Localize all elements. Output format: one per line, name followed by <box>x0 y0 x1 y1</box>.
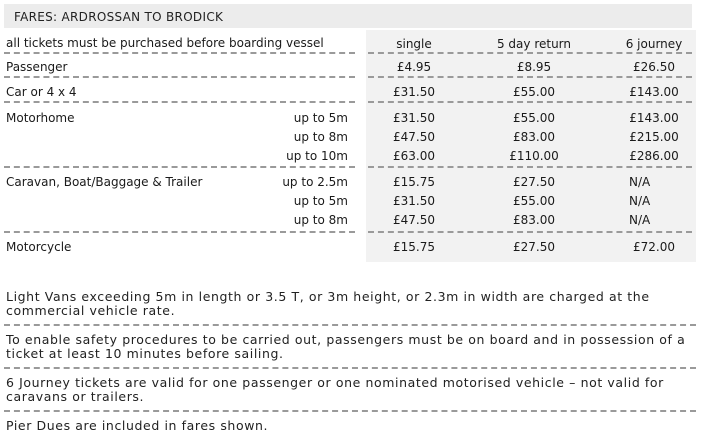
note-pier-dues: Pier Dues are included in fares shown. <box>6 418 269 433</box>
row-separator <box>4 166 355 168</box>
fare-6-journey: £215.00 <box>629 130 679 144</box>
row-separator <box>4 76 355 78</box>
fare-6-journey: £72.00 <box>633 240 675 254</box>
fare-6-journey: £26.50 <box>633 60 675 74</box>
row-label-passenger: Passenger <box>6 60 68 74</box>
purchase-note: all tickets must be purchased before boarding vessel <box>6 36 324 50</box>
note-separator <box>4 324 696 326</box>
fare-6-journey: N/A <box>629 213 651 227</box>
fare-single: £4.95 <box>396 60 432 74</box>
row-separator <box>4 231 355 233</box>
fare-5-day-return: £83.00 <box>513 213 555 227</box>
note-safety: To enable safety procedures to be carried out, passengers must be on board and in possession of a ticket at least 10 minutes before sailing. <box>6 332 686 361</box>
fares-table <box>4 30 692 262</box>
fare-single: £31.50 <box>393 85 435 99</box>
fares-title: FARES: ARDROSSAN TO BRODICK <box>14 10 224 24</box>
fare-single: £15.75 <box>393 175 435 189</box>
fare-single: £63.00 <box>393 149 435 163</box>
row-size-limit: up to 8m <box>293 130 348 144</box>
row-size-limit: up to 10m <box>286 149 348 163</box>
row-separator <box>368 52 692 54</box>
fare-single: £15.75 <box>393 240 435 254</box>
row-label-car: Car or 4 x 4 <box>6 85 77 99</box>
row-separator <box>4 52 355 54</box>
fare-5-day-return: £83.00 <box>513 130 555 144</box>
note-separator <box>4 410 696 412</box>
row-label-motorcycle: Motorcycle <box>6 240 72 254</box>
note-6-journey: 6 Journey tickets are valid for one passenger or one nominated motorised vehicle – not valid for caravans or trailers. <box>6 375 664 404</box>
row-size-limit: up to 5m <box>293 111 348 125</box>
fare-5-day-return: £110.00 <box>509 149 559 163</box>
row-separator <box>4 101 355 103</box>
fare-5-day-return: £55.00 <box>513 111 555 125</box>
fare-single: £47.50 <box>393 213 435 227</box>
fare-single: £47.50 <box>393 130 435 144</box>
row-size-limit: up to 2.5m <box>282 175 348 189</box>
row-separator <box>368 231 692 233</box>
fare-6-journey: N/A <box>629 175 651 189</box>
fare-6-journey: £143.00 <box>629 111 679 125</box>
fare-5-day-return: £55.00 <box>513 194 555 208</box>
fare-6-journey: £143.00 <box>629 85 679 99</box>
fare-single: £31.50 <box>393 194 435 208</box>
fare-5-day-return: £27.50 <box>513 175 555 189</box>
fare-5-day-return: £55.00 <box>513 85 555 99</box>
note-light-vans: Light Vans exceeding 5m in length or 3.5 T, or 3m height, or 2.3m in width are charged at the commercial vehicle rate. <box>6 289 650 318</box>
row-size-limit: up to 5m <box>293 194 348 208</box>
row-size-limit: up to 8m <box>293 213 348 227</box>
fare-5-day-return: £27.50 <box>513 240 555 254</box>
row-separator <box>368 166 692 168</box>
fare-single: £31.50 <box>393 111 435 125</box>
fare-6-journey: N/A <box>629 194 651 208</box>
row-label-motorhome: Motorhome <box>6 111 75 125</box>
row-separator <box>368 101 692 103</box>
fare-5-day-return: £8.95 <box>516 60 552 74</box>
fare-6-journey: £286.00 <box>629 149 679 163</box>
fares-title-bar <box>4 4 692 28</box>
column-header-5-day-return: 5 day return <box>496 37 572 51</box>
row-separator <box>368 76 692 78</box>
column-header-single: single <box>396 37 432 51</box>
row-label-caravan-boat-trailer: Caravan, Boat/Baggage & Trailer <box>6 175 203 189</box>
note-separator <box>4 367 696 369</box>
column-header-6-journey: 6 journey <box>625 37 683 51</box>
